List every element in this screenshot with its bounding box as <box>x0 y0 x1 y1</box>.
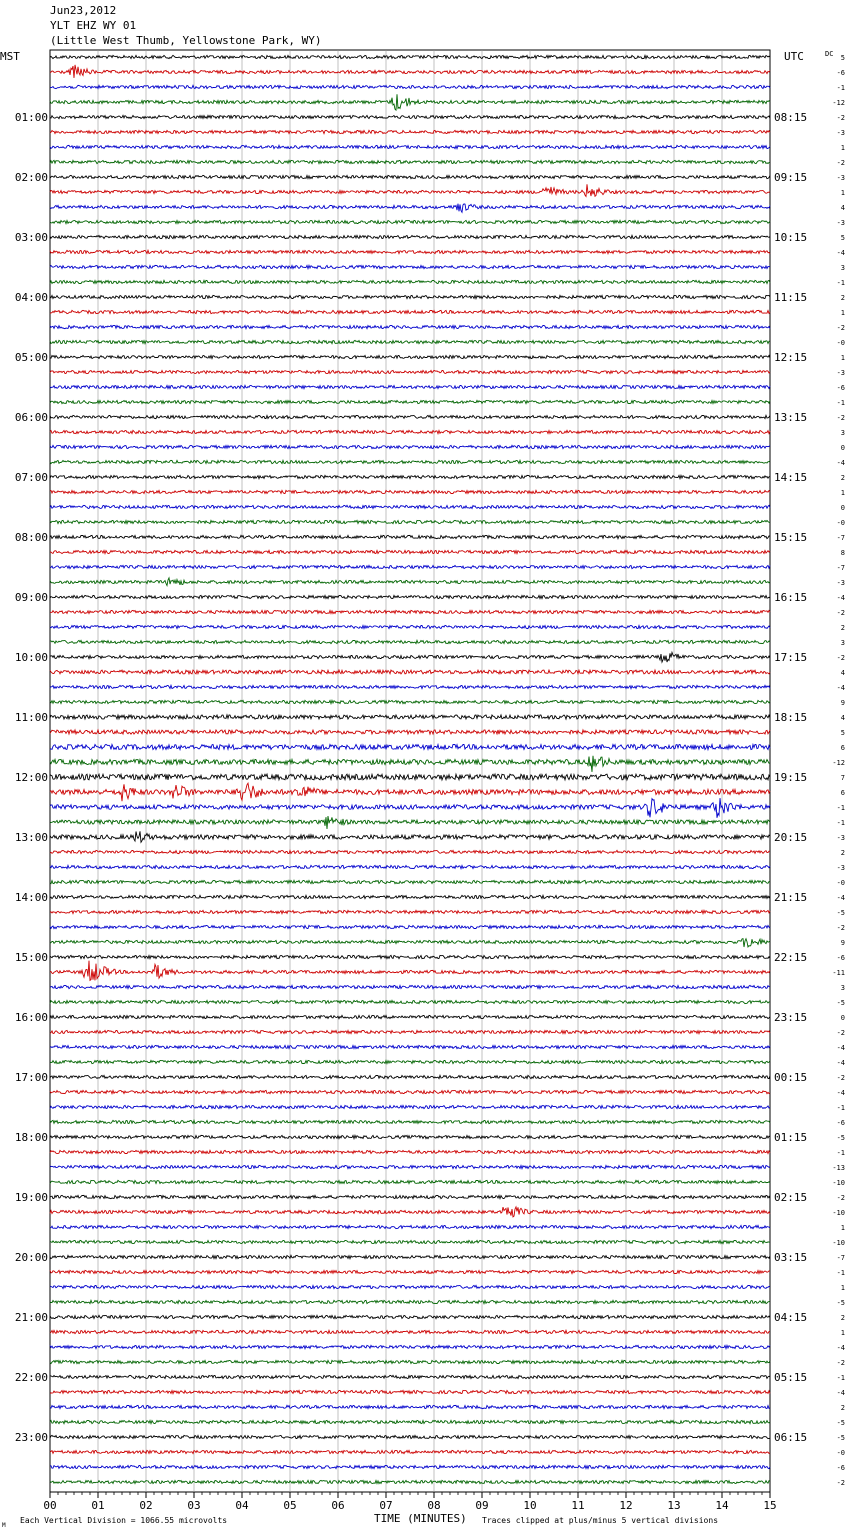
dc-offset-label: -6 <box>836 384 845 392</box>
dc-offset-label: -0 <box>836 339 845 347</box>
seismic-trace <box>50 578 770 586</box>
dc-offset-label: -0 <box>836 519 845 527</box>
seismic-trace <box>50 550 770 553</box>
dc-offset-label: 5 <box>840 54 845 62</box>
mst-hour-label: 09:00 <box>14 591 48 604</box>
x-tick-label: 09 <box>475 1499 489 1512</box>
dc-offset-label: -10 <box>832 1179 845 1187</box>
seismic-trace <box>50 145 770 148</box>
seismic-trace <box>50 783 770 801</box>
seismic-trace <box>50 385 770 388</box>
vertical-division-note: Each Vertical Division = 1066.55 microvolts <box>20 1516 228 1525</box>
seismic-trace <box>50 250 770 253</box>
seismic-trace <box>50 325 770 328</box>
dc-offset-label: -11 <box>832 969 845 977</box>
dc-offset-label: -7 <box>836 1254 845 1262</box>
utc-hour-label: 16:15 <box>774 591 808 604</box>
dc-offset-label: 3 <box>840 984 845 992</box>
seismic-trace <box>50 1240 770 1243</box>
seismic-trace <box>50 1360 770 1363</box>
dc-offset-label: -4 <box>836 1344 845 1352</box>
dc-offset-label: 7 <box>840 774 845 782</box>
utc-hour-label: 23:15 <box>774 1011 808 1024</box>
dc-offset-label: 4 <box>840 204 845 212</box>
dc-offset-label: -0 <box>836 1449 845 1457</box>
seismic-trace <box>50 1090 770 1093</box>
x-tick-label: 14 <box>715 1499 729 1512</box>
seismic-trace <box>50 340 770 343</box>
seismic-trace <box>50 490 770 493</box>
x-tick-label: 03 <box>187 1499 201 1512</box>
seismic-trace <box>50 204 770 213</box>
seismic-trace <box>50 910 770 913</box>
mst-hour-label: 10:00 <box>14 651 48 664</box>
utc-hour-label: 19:15 <box>774 771 808 784</box>
seismic-trace <box>50 685 770 688</box>
dc-offset-label: -3 <box>836 579 845 587</box>
dc-offset-label: -1 <box>836 1374 845 1382</box>
x-tick-label: 07 <box>379 1499 393 1512</box>
seismic-trace <box>50 652 770 662</box>
mst-hour-label: 14:00 <box>14 891 48 904</box>
utc-hour-label: 02:15 <box>774 1191 808 1204</box>
seismic-trace <box>50 595 770 598</box>
seismic-trace <box>50 1207 770 1217</box>
seismic-trace <box>50 1405 770 1408</box>
chart-date: Jun23,2012 <box>50 4 117 17</box>
seismic-trace <box>50 115 770 118</box>
dc-offset-label: -6 <box>836 1119 845 1127</box>
seismic-trace <box>50 880 770 883</box>
seismic-trace <box>50 1330 770 1333</box>
mst-hour-label: 18:00 <box>14 1131 48 1144</box>
dc-offset-label: -1 <box>836 1269 845 1277</box>
seismic-trace <box>50 1060 770 1063</box>
seismic-trace <box>50 610 770 613</box>
utc-hour-label: 03:15 <box>774 1251 808 1264</box>
utc-hour-label: 06:15 <box>774 1431 808 1444</box>
seismic-trace <box>50 831 770 842</box>
seismic-trace <box>50 939 770 947</box>
dc-offset-label: -1 <box>836 1104 845 1112</box>
utc-hour-label: 11:15 <box>774 291 808 304</box>
seismic-trace <box>50 184 770 196</box>
dc-offset-label: -4 <box>836 594 845 602</box>
utc-hour-label: 04:15 <box>774 1311 808 1324</box>
x-tick-label: 02 <box>139 1499 153 1512</box>
seismic-trace <box>50 744 770 749</box>
dc-offset-label: 2 <box>840 294 845 302</box>
utc-label: UTC <box>784 50 804 63</box>
seismic-trace <box>50 445 770 448</box>
seismic-trace <box>50 1105 770 1108</box>
dc-offset-label: -2 <box>836 1479 845 1487</box>
mst-hour-label: 08:00 <box>14 531 48 544</box>
dc-offset-label: 2 <box>840 1314 845 1322</box>
x-tick-label: 05 <box>283 1499 297 1512</box>
seismic-trace <box>50 370 770 373</box>
dc-offset-label: 1 <box>840 189 845 197</box>
dc-offset-label: 3 <box>840 639 845 647</box>
seismic-trace <box>50 1375 770 1378</box>
dc-offset-label: -1 <box>836 804 845 812</box>
mst-hour-label: 16:00 <box>14 1011 48 1024</box>
seismic-trace <box>50 955 770 958</box>
seismic-trace <box>50 295 770 298</box>
mst-hour-label: 23:00 <box>14 1431 48 1444</box>
dc-offset-label: 0 <box>840 1014 845 1022</box>
dc-offset-label: -4 <box>836 684 845 692</box>
seismic-trace <box>50 1000 770 1003</box>
dc-offset-label: -2 <box>836 414 845 422</box>
dc-offset-label: -2 <box>836 1359 845 1367</box>
mst-hour-label: 03:00 <box>14 231 48 244</box>
dc-offset-label: -7 <box>836 564 845 572</box>
seismic-trace <box>50 774 770 780</box>
seismic-trace <box>50 535 770 538</box>
x-tick-label: 00 <box>43 1499 57 1512</box>
chart-station: YLT EHZ WY 01 <box>50 19 137 32</box>
seismic-trace <box>50 310 770 313</box>
seismic-trace <box>50 355 770 358</box>
dc-offset-label: -2 <box>836 324 845 332</box>
dc-offset-label: -2 <box>836 609 845 617</box>
dc-offset-label: -5 <box>836 1299 845 1307</box>
mst-hour-label: 17:00 <box>14 1071 48 1084</box>
dc-offset-label: -4 <box>836 459 845 467</box>
corner-mark: M <box>2 1522 6 1529</box>
mst-hour-label: 19:00 <box>14 1191 48 1204</box>
mst-hour-label: 06:00 <box>14 411 48 424</box>
utc-hour-label: 22:15 <box>774 951 808 964</box>
seismic-trace <box>50 1450 770 1453</box>
dc-offset-label: 5 <box>840 234 845 242</box>
dc-offset-label: -2 <box>836 114 845 122</box>
dc-offset-label: -7 <box>836 534 845 542</box>
dc-offset-label: 1 <box>840 1224 845 1232</box>
seismic-trace <box>50 1165 770 1168</box>
seismic-trace <box>50 475 770 478</box>
dc-offset-label: -6 <box>836 69 845 77</box>
mst-hour-label: 21:00 <box>14 1311 48 1324</box>
dc-offset-label: 1 <box>840 309 845 317</box>
mst-hour-label: 02:00 <box>14 171 48 184</box>
utc-hour-label: 18:15 <box>774 711 808 724</box>
seismic-trace <box>50 715 770 719</box>
dc-offset-label: 4 <box>840 669 845 677</box>
utc-hour-label: 09:15 <box>774 171 808 184</box>
utc-hour-label: 14:15 <box>774 471 808 484</box>
dc-offset-label: 0 <box>840 444 845 452</box>
seismic-trace <box>50 400 770 403</box>
x-tick-label: 04 <box>235 1499 249 1512</box>
x-tick-label: 12 <box>619 1499 633 1512</box>
dc-offset-label: 1 <box>840 1329 845 1337</box>
dc-offset-label: 8 <box>840 549 845 557</box>
chart-location: (Little West Thumb, Yellowstone Park, WY) <box>50 34 322 47</box>
utc-hour-label: 01:15 <box>774 1131 808 1144</box>
seismic-trace <box>50 280 770 283</box>
dc-offset-label: -2 <box>836 924 845 932</box>
seismic-trace <box>50 94 770 110</box>
x-tick-label: 01 <box>91 1499 105 1512</box>
seismic-trace <box>50 640 770 643</box>
dc-offset-label: -1 <box>836 84 845 92</box>
mst-hour-label: 05:00 <box>14 351 48 364</box>
seismic-trace <box>50 1180 770 1183</box>
utc-hour-label: 12:15 <box>774 351 808 364</box>
seismic-trace <box>50 1015 770 1018</box>
dc-offset-label: 0 <box>840 504 845 512</box>
dc-offset-label: -2 <box>836 1194 845 1202</box>
mst-hour-label: 11:00 <box>14 711 48 724</box>
seismic-trace <box>50 1195 770 1198</box>
dc-offset-label: -5 <box>836 1434 845 1442</box>
dc-offset-label: 2 <box>840 624 845 632</box>
dc-offset-label: 3 <box>840 264 845 272</box>
seismic-trace <box>50 1465 770 1468</box>
seismic-trace <box>50 415 770 418</box>
seismic-trace <box>50 1480 770 1483</box>
mst-label: MST <box>0 50 20 63</box>
dc-offset-label: -3 <box>836 834 845 842</box>
x-tick-label: 11 <box>571 1499 585 1512</box>
seismic-trace <box>50 625 770 628</box>
dc-offset-label: -3 <box>836 174 845 182</box>
seismic-trace <box>50 1135 770 1138</box>
dc-offset-label: 5 <box>840 729 845 737</box>
seismic-trace <box>50 265 770 268</box>
x-tick-label: 08 <box>427 1499 441 1512</box>
dc-offset-label: -5 <box>836 909 845 917</box>
seismic-trace <box>50 850 770 853</box>
dc-offset-label: -2 <box>836 654 845 662</box>
dc-offset-label: -2 <box>836 159 845 167</box>
x-tick-label: 13 <box>667 1499 681 1512</box>
dc-offset-label: -10 <box>832 1209 845 1217</box>
seismic-trace <box>50 505 770 508</box>
utc-hour-label: 00:15 <box>774 1071 808 1084</box>
mst-hour-label: 13:00 <box>14 831 48 844</box>
dc-offset-label: -10 <box>832 1239 845 1247</box>
seismic-trace <box>50 961 770 981</box>
dc-offset-label: -4 <box>836 249 845 257</box>
seismic-trace <box>50 130 770 133</box>
dc-offset-label: 9 <box>840 939 845 947</box>
dc-offset-label: -5 <box>836 1419 845 1427</box>
dc-offset-label: -3 <box>836 864 845 872</box>
seismic-trace <box>50 1285 770 1288</box>
dc-offset-label: -1 <box>836 1149 845 1157</box>
dc-offset-label: -4 <box>836 894 845 902</box>
dc-offset-label: 2 <box>840 1404 845 1412</box>
dc-offset-label: -1 <box>836 399 845 407</box>
dc-offset-label: 1 <box>840 1284 845 1292</box>
dc-offset-label: -4 <box>836 1044 845 1052</box>
seismic-trace <box>50 565 770 568</box>
seismic-trace <box>50 756 770 772</box>
dc-offset-label: 4 <box>840 714 845 722</box>
seismic-trace <box>50 175 770 178</box>
utc-hour-label: 15:15 <box>774 531 808 544</box>
dc-offset-label: 3 <box>840 429 845 437</box>
mst-hour-label: 07:00 <box>14 471 48 484</box>
seismic-trace <box>50 670 770 674</box>
dc-offset-label: -12 <box>832 99 845 107</box>
dc-offset-label: -5 <box>836 1134 845 1142</box>
seismic-trace <box>50 1075 770 1078</box>
seismic-trace <box>50 460 770 463</box>
seismic-trace <box>50 865 770 868</box>
seismic-trace <box>50 895 770 898</box>
utc-hour-label: 05:15 <box>774 1371 808 1384</box>
seismic-trace <box>50 798 770 818</box>
mst-hour-label: 04:00 <box>14 291 48 304</box>
utc-hour-label: 10:15 <box>774 231 808 244</box>
dc-offset-label: 2 <box>840 849 845 857</box>
x-tick-label: 10 <box>523 1499 537 1512</box>
seismic-trace <box>50 430 770 433</box>
dc-offset-label: -5 <box>836 999 845 1007</box>
dc-offset-label: 2 <box>840 474 845 482</box>
seismic-trace <box>50 1420 770 1423</box>
clipping-note: Traces clipped at plus/minus 5 vertical divisions <box>482 1516 719 1525</box>
x-axis-title: TIME (MINUTES) <box>374 1512 467 1525</box>
mst-hour-label: 22:00 <box>14 1371 48 1384</box>
dc-offset-label: 1 <box>840 354 845 362</box>
mst-hour-label: 15:00 <box>14 951 48 964</box>
seismic-trace <box>50 730 770 734</box>
seismic-trace <box>50 1435 770 1438</box>
seismic-trace <box>50 55 770 58</box>
dc-offset-label: -3 <box>836 369 845 377</box>
seismic-trace <box>50 1045 770 1048</box>
dc-label: DC <box>825 50 834 58</box>
dc-offset-label: -13 <box>832 1164 845 1172</box>
utc-hour-label: 13:15 <box>774 411 808 424</box>
dc-offset-label: 9 <box>840 699 845 707</box>
seismic-trace <box>50 160 770 163</box>
seismic-trace <box>50 1300 770 1303</box>
dc-offset-label: -4 <box>836 1389 845 1397</box>
dc-offset-label: -2 <box>836 1029 845 1037</box>
seismic-trace <box>50 1120 770 1123</box>
dc-offset-label: -12 <box>832 759 845 767</box>
dc-offset-label: 1 <box>840 489 845 497</box>
seismic-trace <box>50 925 770 928</box>
dc-offset-label: -1 <box>836 819 845 827</box>
dc-offset-label: -4 <box>836 1089 845 1097</box>
seismic-trace <box>50 1345 770 1348</box>
dc-offset-label: -6 <box>836 1464 845 1472</box>
dc-offset-label: -4 <box>836 1059 845 1067</box>
seismic-trace <box>50 520 770 523</box>
dc-offset-label: -2 <box>836 1074 845 1082</box>
dc-offset-label: 6 <box>840 789 845 797</box>
seismic-trace <box>50 1255 770 1258</box>
seismic-trace <box>50 1315 770 1318</box>
utc-hour-label: 08:15 <box>774 111 808 124</box>
dc-offset-label: -3 <box>836 219 845 227</box>
seismic-trace <box>50 1390 770 1393</box>
axis-labels <box>15 54 845 1512</box>
mst-hour-label: 12:00 <box>14 771 48 784</box>
utc-hour-label: 21:15 <box>774 891 808 904</box>
dc-offset-label: -0 <box>836 879 845 887</box>
seismic-trace <box>50 985 770 988</box>
utc-hour-label: 20:15 <box>774 831 808 844</box>
x-tick-label: 06 <box>331 1499 345 1512</box>
seismic-trace <box>50 816 770 829</box>
seismic-trace <box>50 65 770 78</box>
seismic-trace <box>50 1225 770 1228</box>
seismic-trace <box>50 700 770 703</box>
x-tick-label: 15 <box>763 1499 777 1512</box>
utc-hour-label: 17:15 <box>774 651 808 664</box>
seismic-trace <box>50 220 770 223</box>
seismic-trace <box>50 85 770 88</box>
dc-offset-label: -6 <box>836 954 845 962</box>
seismic-trace <box>50 1030 770 1033</box>
mst-hour-label: 20:00 <box>14 1251 48 1264</box>
dc-offset-label: 6 <box>840 744 845 752</box>
mst-hour-label: 01:00 <box>14 111 48 124</box>
seismic-trace <box>50 1150 770 1153</box>
seismic-trace <box>50 1270 770 1273</box>
dc-offset-label: 1 <box>840 144 845 152</box>
seismic-trace <box>50 235 770 238</box>
dc-offset-label: -3 <box>836 129 845 137</box>
seismic-traces <box>50 55 770 1483</box>
dc-offset-label: -1 <box>836 279 845 287</box>
